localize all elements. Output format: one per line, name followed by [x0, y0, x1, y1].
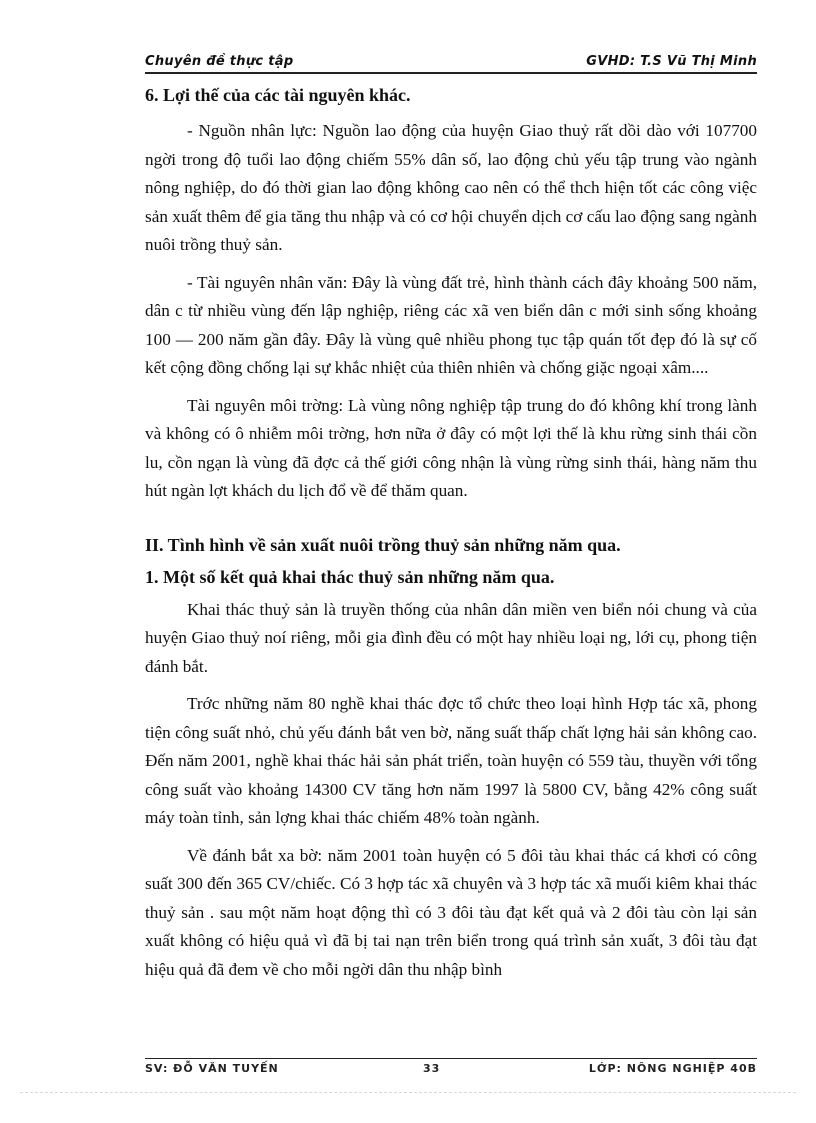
paragraph-environment-resources: Tài nguyên môi trờng: Là vùng nông nghiệp tập trung do đó không khí trong lành và không có ô nhiễm môi trờng, hơn nữa ở đây có một lợi thế là khu rừng sinh thái cồn lu, cồn ngạn là vùng đã đợc cả thế giới công nhận là vùng rừng sinh thái, hàng năm thu hút ngàn lợt khách du lịch đổ về để thăm quan.: [145, 395, 757, 500]
header-course-title: Chuyên đề thực tập: [145, 54, 294, 69]
paragraph-fishing-tradition: Khai thác thuỷ sản là truyền thống của nhân dân miền ven biển nói chung và của huyện Giao thuỷ noí riêng, mỗi gia đình đều có một hay nhiều loại ng, lới cụ, phong tiện đánh bắt.: [145, 599, 757, 676]
document-body: [145, 82, 757, 984]
footer-page-number: 33: [423, 1062, 441, 1075]
paragraph-human-resources: - Nguồn nhân lực: Nguồn lao động của huyện Giao thuỷ rất dồi dào với 107700 ngời trong độ tuổi lao động chiếm 55% dân số, lao động chủ yếu tập trung vào ngành nông nghiệp, do đó thời gian lao động không cao nên có thể thch hiện tốt các công việc sản xuất thêm để gia tăng thu nhập và có cơ hội chuyển dịch cơ cấu lao động sang ngành nuôi trồng thuỷ sản.: [145, 121, 757, 254]
footer-student: SV: ĐỖ VĂN TUYẾN: [145, 1062, 279, 1075]
section-II-heading: II. Tình hình về sản xuất nuôi trồng thuỷ sản những năm qua.: [145, 534, 621, 555]
page-footer: [145, 1058, 757, 1075]
paragraph-cultural-resources: - Tài nguyên nhân văn: Đây là vùng đất trẻ, hình thành cách đây khoảng 500 năm, dân c từ nhiều vùng đến lập nghiệp, riêng các xã ven biển dân c mới sinh sống khoảng 100 — 200 năm gần đây. Đây là vùng quê nhiều phong tục tập quán tốt đẹp đó là sự cố kết cộng đồng chống lại sự khắc nhiệt của thiên nhiên và chống giặc ngoại xâm....: [145, 272, 757, 377]
section-II-1-heading: 1. Một số kết quả khai thác thuỷ sản những năm qua.: [145, 566, 555, 587]
paragraph-offshore-fishing: Về đánh bắt xa bờ: năm 2001 toàn huyện có 5 đôi tàu khai thác cá khơi có công suất 300 đến 365 CV/chiếc. Có 3 hợp tác xã chuyên và 3 hợp tác xã muối kiêm khai thác thuỷ sản . sau một năm hoạt động thì có 3 đôi tàu đạt kết quả và 2 đôi tàu còn lại sản xuất không có hiệu quả vì đã bị tai nạn trên biển trong quá trình sản xuất, 3 đôi tàu đạt hiệu quả đã đem về cho mỗi ngời dân thu nhập bình: [145, 845, 757, 979]
page-header: [145, 52, 757, 74]
header-supervisor: GVHD: T.S Vũ Thị Minh: [586, 54, 757, 69]
footer-class: LỚP: NÔNG NGHIỆP 40B: [588, 1062, 757, 1075]
paragraph-fishing-history: Trớc những năm 80 nghề khai thác đợc tổ chức theo loại hình Hợp tác xã, phong tiện công suất nhỏ, chủ yếu đánh bắt ven bờ, năng suất thấp chất lợng hải sản không cao. Đến năm 2001, nghề khai thác hải sản phát triển, toàn huyện có 559 tàu, thuyền với tổng công suất vào khoảng 14300 CV tăng hơn năm 1997 là 5800 CV, bằng 42% công suất máy toàn tỉnh, sản lợng khai thác chiếm 48% toàn ngành.: [145, 694, 757, 827]
section-6-heading: 6. Lợi thế của các tài nguyên khác.: [145, 85, 411, 105]
page-edge-divider: [20, 1092, 796, 1093]
